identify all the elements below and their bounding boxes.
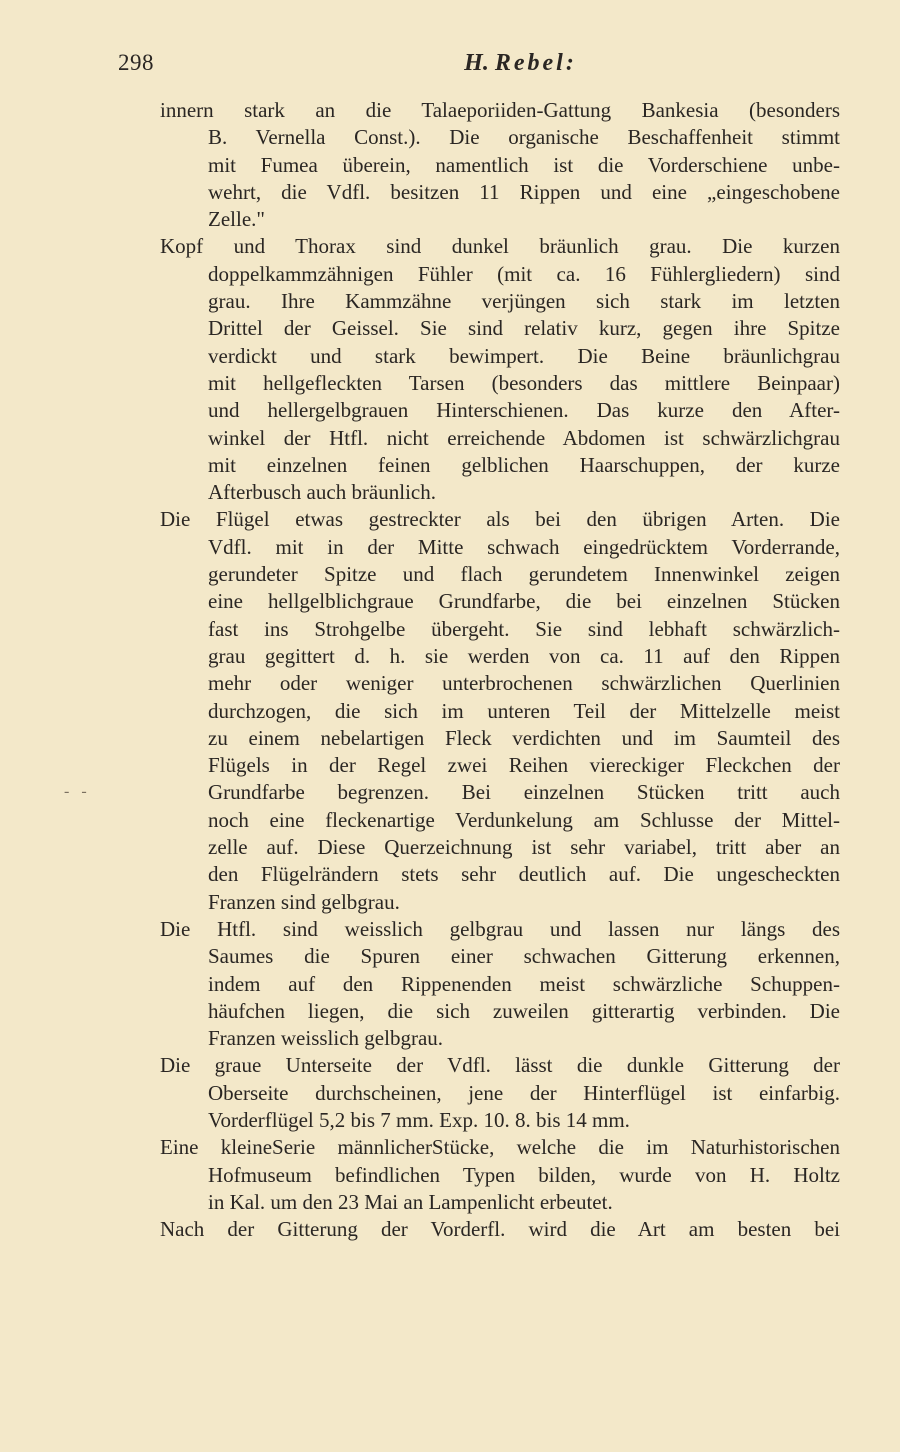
text-line: Nach der Gitterung der Vorderfl. wird die Art am besten bei — [160, 1217, 840, 1242]
text-line: grau. Ihre Kammzähne verjüngen sich stark im letzten — [208, 289, 840, 314]
text-line: mit hellgefleckten Tarsen (besonders das mittlere Beinpaar) — [208, 370, 840, 395]
text-line: gerundeter Spitze und flach gerundetem Innenwinkel zeigen — [208, 562, 840, 587]
paragraph — [160, 506, 840, 915]
paragraph — [160, 233, 840, 506]
text-line: mit einzelnen feinen gelblichen Haarschuppen, der kurze — [208, 452, 840, 477]
text-line: zu einem nebelartigen Fleck verdichten und im Saumteil des — [208, 725, 840, 750]
text-line: Afterbusch auch bräunlich. — [208, 480, 436, 505]
text-line: Eine kleineSerie männlicherStücke, welche die im Naturhistorischen — [160, 1135, 840, 1160]
text-line: Hofmuseum befindlichen Typen bilden, wurde von H. Holtz — [208, 1162, 840, 1187]
text-line: B. Vernella Const.). Die organische Beschaffenheit stimmt — [208, 125, 840, 150]
text-line: zelle auf. Diese Querzeichnung ist sehr variabel, tritt aber an — [208, 835, 840, 860]
text-line: den Flügelrändern stets sehr deutlich auf. Die ungescheckten — [208, 862, 840, 887]
text-line: eine hellgelblichgraue Grundfarbe, die bei einzelnen Stücken — [208, 589, 840, 614]
text-line: Drittel der Geissel. Sie sind relativ kurz, gegen ihre Spitze — [208, 316, 840, 341]
text-line: Zelle." — [208, 207, 265, 232]
text-line: Franzen sind gelbgrau. — [208, 889, 400, 914]
text-line: in Kal. um den 23 Mai an Lampenlicht erbeutet. — [208, 1189, 613, 1214]
text-line: Saumes die Spuren einer schwachen Gitterung erkennen, — [208, 944, 840, 969]
text-line: Vorderflügel 5,2 bis 7 mm. Exp. 10. 8. bis 14 mm. — [208, 1107, 630, 1132]
text-line: und hellergelbgrauen Hinterschienen. Das kurze den After- — [208, 398, 840, 423]
text-line: innern stark an die Talaeporiiden-Gattung Bankesia (besonders — [160, 98, 840, 122]
text-line: grau gegittert d. h. sie werden von ca. 11 auf den Rippen — [208, 643, 840, 668]
text-line: indem auf den Rippenenden meist schwärzliche Schuppen- — [208, 971, 840, 996]
text-line: Die graue Unterseite der Vdfl. lässt die dunkle Gitterung der — [160, 1053, 840, 1078]
text-line: mit Fumea überein, namentlich ist die Vorderschiene unbe- — [208, 152, 840, 177]
text-line: Flügels in der Regel zwei Reihen viereckiger Fleckchen der — [208, 753, 840, 778]
paragraph — [160, 97, 840, 233]
running-head-name: Rebel: — [494, 50, 577, 76]
text-line: winkel der Htfl. nicht erreichende Abdomen ist schwärzlichgrau — [208, 425, 840, 450]
text-line: Oberseite durchscheinen, jene der Hinterflügel ist einfarbig. — [208, 1080, 840, 1105]
text-line: Kopf und Thorax sind dunkel bräunlich grau. Die kurzen — [160, 234, 840, 259]
paragraph — [160, 1216, 840, 1243]
paragraph — [160, 916, 840, 1052]
text-line: fast ins Strohgelbe übergeht. Sie sind lebhaft schwärzlich- — [208, 616, 840, 641]
page-header — [118, 50, 838, 90]
text-line: Grundfarbe begrenzen. Bei einzelnen Stücken tritt auch — [208, 780, 840, 805]
text-line: Vdfl. mit in der Mitte schwach eingedrücktem Vorderrande, — [208, 534, 840, 559]
text-line: häufchen liegen, die sich zuweilen gitterartig verbinden. Die — [208, 998, 840, 1023]
text-line: mehr oder weniger unterbrochenen schwärzlichen Querlinien — [208, 671, 840, 696]
paragraph — [160, 1052, 840, 1134]
text-line: verdickt und stark bewimpert. Die Beine bräunlichgrau — [208, 343, 840, 368]
text-line: Die Flügel etwas gestreckter als bei den übrigen Arten. Die — [160, 507, 840, 532]
text-line: noch eine fleckenartige Verdunkelung am Schlusse der Mittel- — [208, 807, 840, 832]
margin-mark: - - — [64, 783, 91, 800]
running-head — [118, 50, 838, 77]
paragraph — [160, 1134, 840, 1216]
text-line: durchzogen, die sich im unteren Teil der Mittelzelle meist — [208, 698, 840, 723]
text-line: Franzen weisslich gelbgrau. — [208, 1026, 444, 1051]
running-head-author: H. — [464, 50, 489, 76]
text-line: wehrt, die Vdfl. besitzen 11 Rippen und eine „eingeschobene — [208, 179, 840, 204]
body-text — [160, 97, 840, 1243]
page-number: 298 — [118, 50, 154, 75]
text-line: doppelkammzähnigen Fühler (mit ca. 16 Fühlergliedern) sind — [208, 261, 840, 286]
text-line: Die Htfl. sind weisslich gelbgrau und lassen nur längs des — [160, 916, 840, 941]
